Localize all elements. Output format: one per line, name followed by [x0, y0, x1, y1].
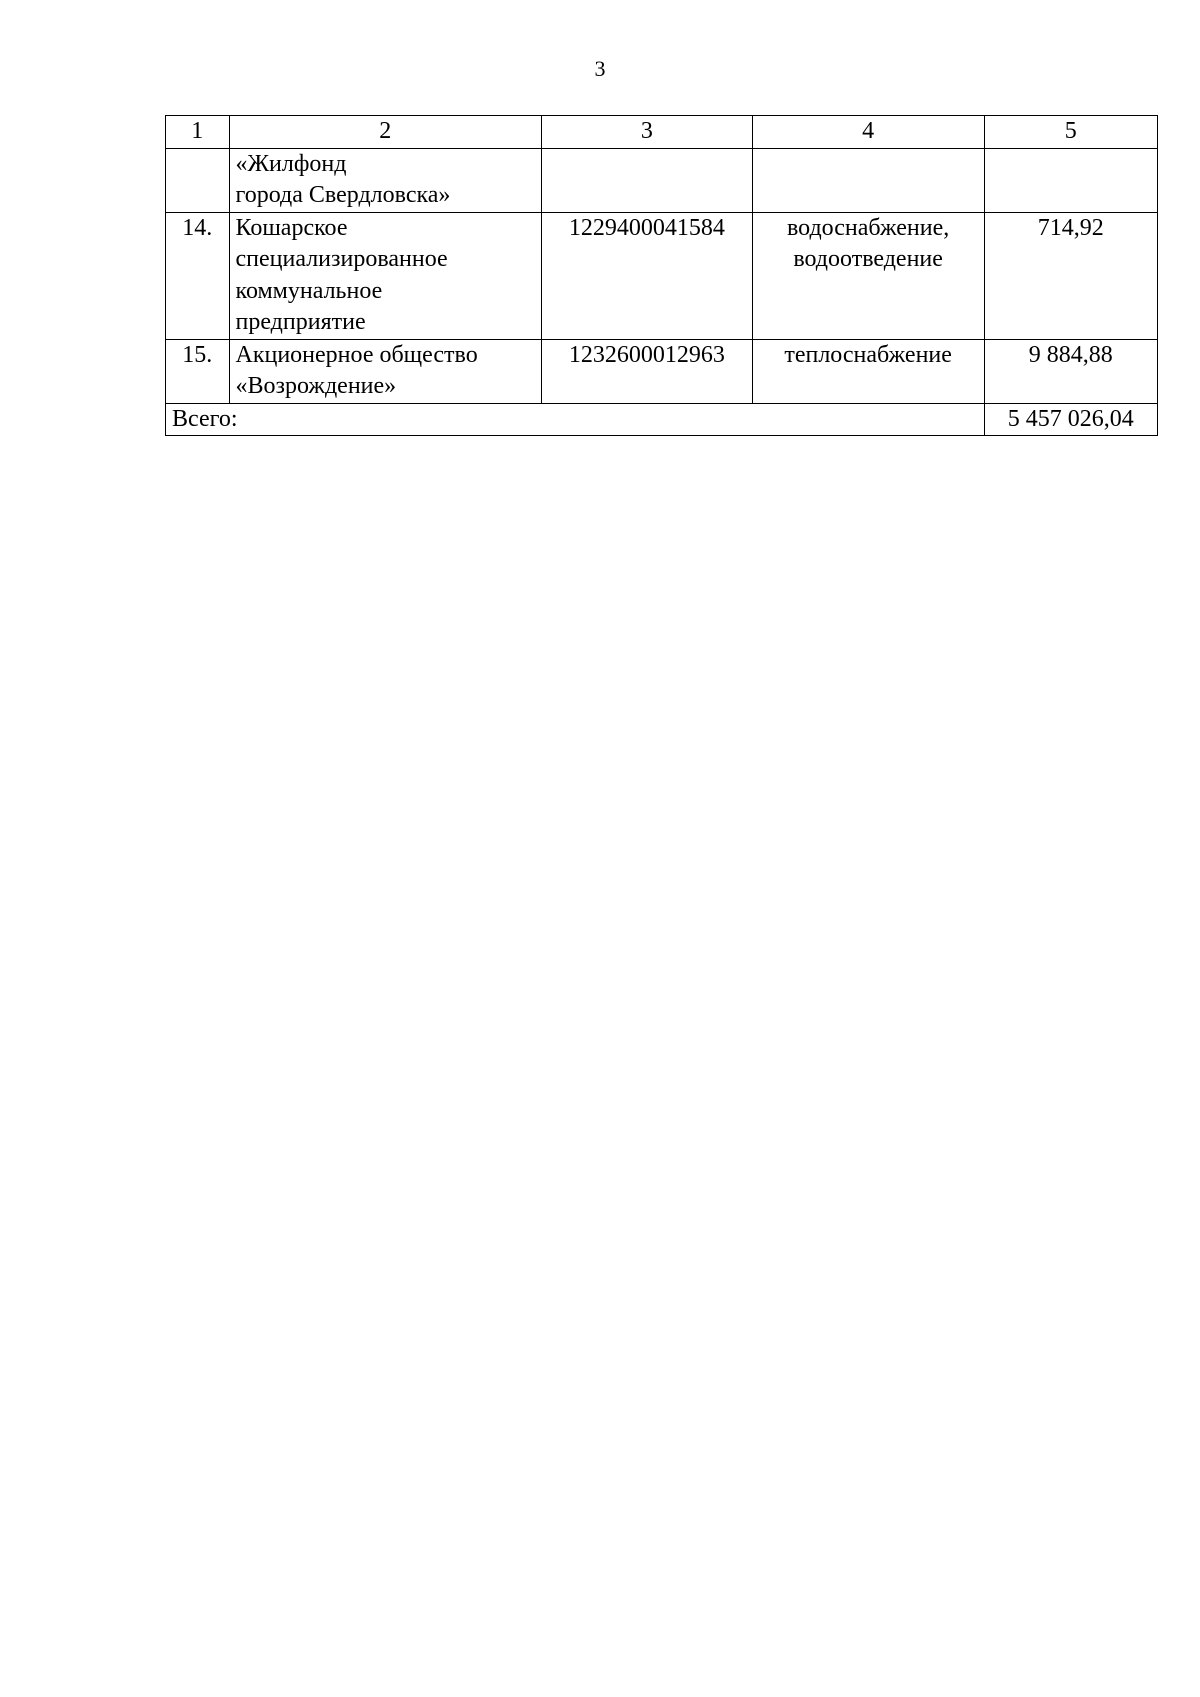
total-value: 5 457 026,04 — [984, 403, 1157, 436]
organization-name-line: «Возрождение» — [235, 373, 397, 399]
registration-code — [542, 148, 753, 212]
organization-name — [229, 212, 542, 339]
organization-name-line: специализированное — [235, 246, 448, 272]
column-number-5: 5 — [984, 116, 1157, 149]
table-row — [166, 212, 1158, 339]
registration-code: 1229400041584 — [542, 212, 753, 339]
organization-name-line: коммунальное — [235, 277, 383, 304]
service-type-line: теплоснабжение — [784, 341, 952, 368]
amount — [984, 148, 1157, 212]
total-label: Всего: — [166, 403, 985, 436]
service-type-line: водоотведение — [793, 246, 943, 272]
amount: 9 884,88 — [984, 339, 1157, 403]
organization-name — [229, 339, 542, 403]
service-type — [752, 212, 984, 339]
row-number: 14. — [166, 212, 230, 339]
row-number: 15. — [166, 339, 230, 403]
row-number — [166, 148, 230, 212]
column-number-2: 2 — [229, 116, 542, 149]
organization-name-line: Акционерное общество — [235, 341, 478, 368]
table-row — [166, 339, 1158, 403]
total-row — [166, 403, 1158, 436]
organization-name-line: Кошарское — [235, 214, 348, 241]
organization-name — [229, 148, 542, 212]
organization-name-line: «Жилфонд — [235, 150, 347, 177]
table-header-row — [166, 116, 1158, 149]
column-number-3: 3 — [542, 116, 753, 149]
service-type-line: водоснабжение, — [786, 214, 950, 241]
table-row — [166, 148, 1158, 212]
amount: 714,92 — [984, 212, 1157, 339]
column-number-4: 4 — [752, 116, 984, 149]
data-table — [165, 115, 1158, 436]
service-type — [752, 148, 984, 212]
organization-name-line: предприятие — [235, 309, 366, 335]
organization-name-line: города Свердловска» — [235, 182, 451, 208]
page-number: 3 — [594, 56, 606, 81]
service-type — [752, 339, 984, 403]
column-number-1: 1 — [166, 116, 230, 149]
registration-code: 1232600012963 — [542, 339, 753, 403]
